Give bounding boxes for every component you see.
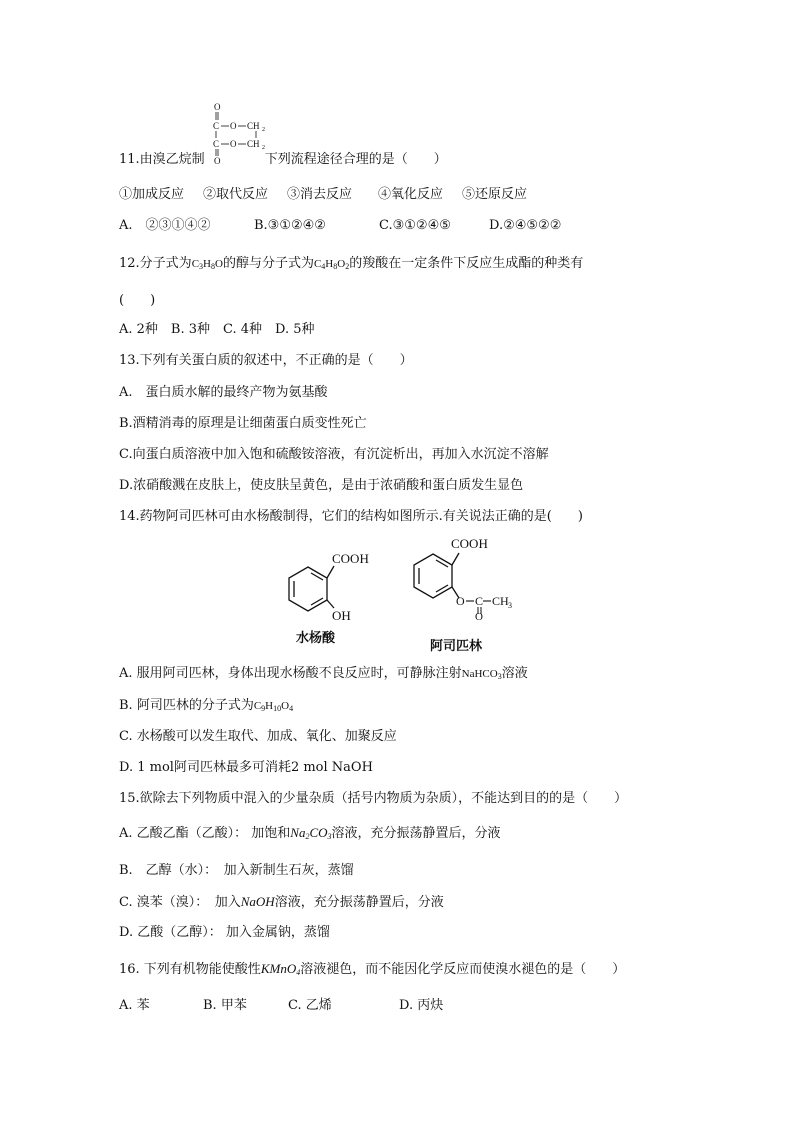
q12-stem bbox=[119, 255, 583, 276]
q13-option-d: D.浓硝酸溅在皮肤上，使皮肤呈黄色，是由于浓硝酸和蛋白质发生显色 bbox=[119, 478, 524, 493]
q11-reaction-3: ③消去反应 bbox=[287, 187, 353, 202]
q16-option-a: A. 苯 bbox=[119, 998, 150, 1013]
q11-atom-c2: C bbox=[213, 139, 220, 149]
q11-reaction-4: ④氧化反应 bbox=[378, 187, 444, 202]
q11-option-d: D.②④⑤②② bbox=[489, 218, 562, 233]
q16-option-b: B. 甲苯 bbox=[203, 998, 247, 1013]
q14-option-c: C. 水杨酸可以发生取代、加成、氧化、加聚反应 bbox=[119, 729, 397, 744]
q15-option-c: C. 溴苯（溴）： 加入NaOH溶液，充分振荡静置后，分液 bbox=[119, 894, 444, 910]
q15-option-a: A. 乙酸乙酯（乙酸）： 加饱和$Na_2CO_3$溶液，充分振荡静置后，分液 bbox=[119, 825, 501, 841]
q16-kmno4-formula: KMnO$_4$ bbox=[260, 961, 301, 977]
q14-option-a: A. 服用阿司匹林，身体出现水杨酸不良反应时，可静脉注射NaHCO$_3$溶液 bbox=[119, 666, 528, 681]
q11-atom-o-ring2: O bbox=[230, 139, 237, 149]
q11-atom-o-bottom: O bbox=[214, 156, 221, 164]
q12-alcohol-formula: $C_3H_8O$ bbox=[191, 258, 223, 271]
q11-atom-o-ring1: O bbox=[230, 121, 237, 131]
aspirin-ch3-sub: 3 bbox=[508, 601, 512, 610]
aspirin-cooh-label: COOH bbox=[451, 536, 488, 551]
q14-nahco3-formula: NaHCO$_3$ bbox=[461, 668, 502, 681]
q11-reaction-2: ②取代反应 bbox=[203, 187, 269, 202]
aspirin-structure bbox=[395, 528, 535, 620]
q14-option-b: B. 阿司匹林的分子式为$C_9H_{10}O_4$ bbox=[119, 698, 294, 713]
q15-stem: 15.欲除去下列物质中混入的少量杂质（括号内物质为杂质），不能达到目的的是（ ） bbox=[119, 791, 628, 806]
q13-stem: 13.下列有关蛋白质的叙述中，不正确的是（ ） bbox=[119, 353, 413, 368]
q11-option-c: C.③①②④⑤ bbox=[379, 218, 451, 233]
q11-reactions bbox=[119, 186, 527, 204]
salicylic-oh-label: OH bbox=[332, 608, 351, 623]
salicylic-acid-structure bbox=[270, 540, 390, 625]
salicylic-cooh-label: COOH bbox=[332, 551, 369, 566]
q11-reaction-5: ⑤还原反应 bbox=[462, 187, 528, 202]
q13-option-c: C.向蛋白质溶液中加入饱和硫酸铵溶液，有沉淀析出，再加入水沉淀不溶解 bbox=[119, 447, 549, 462]
q11-atom-ch2a: CH bbox=[247, 121, 260, 131]
salicylic-acid-caption: 水杨酸 bbox=[296, 631, 336, 646]
q12-acid-formula: $C_4H_8O_2$ bbox=[313, 258, 350, 271]
q11-atom-ch2b-sub: 2 bbox=[262, 145, 265, 151]
q14-stem: 14.药物阿司匹林可由水杨酸制得，它们的结构如图所示.有关说法正确的是( ) bbox=[119, 509, 583, 524]
q12-text-3: 的羧酸在一定条件下反应生成酯的种类有 bbox=[349, 256, 584, 271]
aspirin-caption: 阿司匹林 bbox=[430, 639, 483, 654]
q11-reaction-1: ①加成反应 bbox=[119, 187, 185, 202]
q15-option-b: B. 乙醇（水）： 加入新制生石灰，蒸馏 bbox=[119, 863, 354, 878]
q15-naoh-formula: NaOH bbox=[240, 894, 275, 909]
q12-bracket: ( ) bbox=[119, 293, 156, 308]
aspirin-c-label: C bbox=[475, 594, 484, 608]
q11-option-a: A. ②③①④② bbox=[119, 218, 211, 233]
aspirin-ch3-label: CH bbox=[492, 594, 509, 608]
q11-atom-c1: C bbox=[213, 121, 220, 131]
q16-stem: 16. 下列有机物能使酸性KMnO$_4$溶液褪色，而不能因化学反应而使溴水褪色的是（ ） bbox=[119, 961, 626, 977]
q12-text-1: 12.分子式为 bbox=[119, 256, 192, 271]
aspirin-o-dbl-label: O bbox=[475, 611, 483, 620]
q11-options bbox=[119, 217, 561, 235]
q11-option-b: B.③①②④② bbox=[254, 218, 326, 233]
q16-option-d: D. 丙炔 bbox=[399, 998, 444, 1013]
q13-option-a: A. 蛋白质水解的最终产物为氨基酸 bbox=[119, 385, 328, 400]
q16-options bbox=[119, 997, 443, 1015]
q11-atom-ch2b: CH bbox=[247, 139, 260, 149]
q11-atom-o-top: O bbox=[214, 102, 221, 112]
q14-aspirin-formula: $C_9H_{10}O_4$ bbox=[253, 700, 294, 713]
q11-stem bbox=[119, 151, 447, 169]
q13-option-b: B.酒精消毒的原理是让细菌蛋白质变性死亡 bbox=[119, 416, 367, 431]
q15-na2co3-formula: $Na_2CO_3$ bbox=[290, 825, 332, 841]
q15-option-d: D. 乙酸（乙醇）： 加入金属钠，蒸馏 bbox=[119, 925, 330, 940]
aspirin-o-label: O bbox=[456, 594, 465, 608]
q14-option-d: D. 1 mol阿司匹林最多可消耗2 mol NaOH bbox=[119, 760, 373, 775]
q16-option-c: C. 乙烯 bbox=[288, 998, 332, 1013]
q12-text-2: 的醇与分子式为 bbox=[222, 256, 314, 271]
q11-suffix: 下列流程途径合理的是（ ） bbox=[264, 152, 447, 167]
q12-options: A. 2种 B. 3种 C. 4种 D. 5种 bbox=[119, 322, 315, 337]
q11-atom-ch2a-sub: 2 bbox=[262, 127, 265, 133]
q11-prefix: 11.由溴乙烷制 bbox=[119, 152, 205, 167]
